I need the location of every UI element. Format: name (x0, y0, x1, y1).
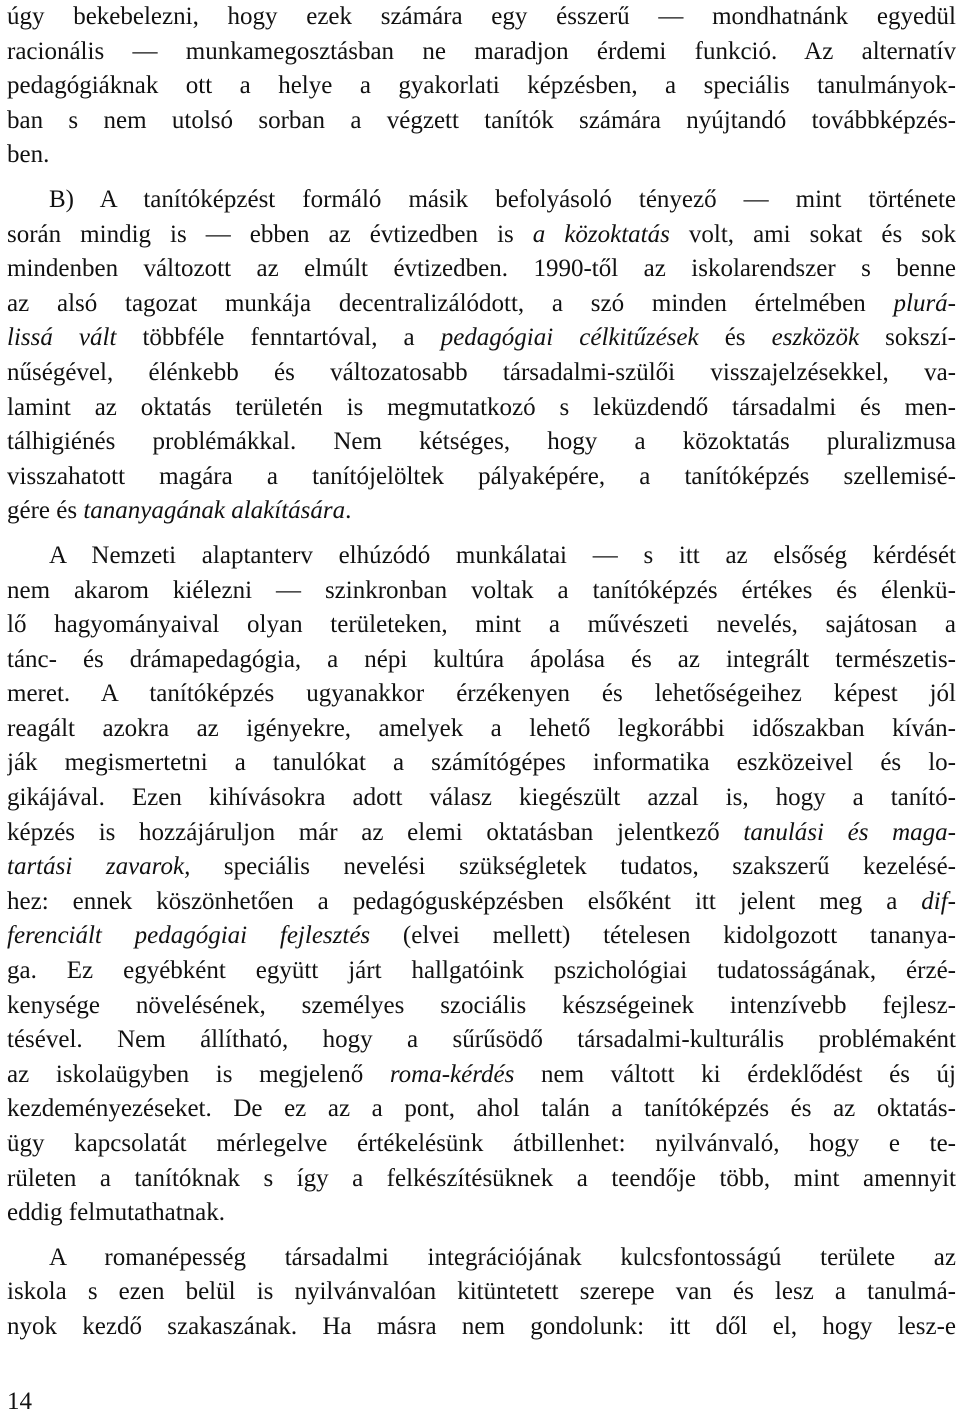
emphasis: dif- (921, 887, 956, 915)
text-line: kenysége növelésének, személyes szociális készségeinek intenzívebb fejlesz- (7, 991, 956, 1019)
page-number: 14 (7, 1388, 32, 1415)
text-line: tánc- és drámapedagógia, a népi kultúra ápolása és az integrált természetis- (7, 645, 956, 673)
text-line: visszahatott magára a tanítójelöltek pályaképére, a tanítóképzés szellemisé- (7, 462, 956, 490)
text-line: ben. (7, 141, 50, 169)
text-line: ferenciált pedagógiai fejlesztés (elvei mellett) tételesen kidolgozott tananya- (7, 922, 956, 950)
text-line: lő hagyományaival olyan területeken, mint a művészeti nevelés, sajátosan a (7, 611, 956, 639)
text-line: ügy kapcsolatát mérlegelve értékelésünk átbillenhet: nyilvánvaló, hogy e te- (7, 1130, 956, 1157)
paragraph (7, 539, 956, 1231)
paragraph (7, 0, 956, 173)
text-line: eddig felmutathatnak. (7, 1199, 225, 1227)
text-line: mindenben változott az elmúlt évtizedben. 1990-től az iskolarendszer s benne (7, 255, 956, 283)
text-line: pedagógiáknak ott a helye a gyakorlati képzésben, a speciális tanulmányok- (7, 72, 956, 100)
text-line: az alsó tagozat munkája decentralizálódott, a szó minden értelmében plurá- (7, 289, 956, 317)
text-line: racionális — munkamegosztásban ne maradjon érdemi funkció. Az alternatív (7, 37, 956, 65)
text-line: lamint az oktatás területén is megmutatkozó s leküzdendő társadalmi és men- (7, 393, 956, 421)
emphasis: tartási zavarok, (7, 853, 191, 881)
text-line: A Nemzeti alaptanterv elhúzódó munkálatai — s itt az elsőség kérdését (49, 541, 956, 569)
text-line: kezdeményezéseket. De ez az a pont, ahol talán a tanítóképzés és az oktatás- (7, 1095, 956, 1123)
text-line: nem akarom kiélezni — szinkronban voltak a tanítóképzés értékes és élenkü- (7, 576, 956, 604)
emphasis: tananyagának alakítására (83, 497, 346, 525)
text-line: reagált azokra az igényekre, amelyek a lehető legkorábbi időszakban kíván- (7, 714, 956, 742)
text-line: során mindig is — ebben az évtizedben is a közoktatás volt, ami sokat és sok (7, 220, 956, 248)
text-line: nyok kezdő szakaszának. Ha másra nem gondolunk: itt dől el, hogy lesz-e (7, 1312, 956, 1340)
emphasis: a közoktatás (532, 220, 670, 248)
text-line: lissá vált többféle fenntartóval, a pedagógiai célkitűzések és eszközök sokszí- (7, 324, 956, 352)
emphasis: ferenciált pedagógiai fejlesztés (7, 922, 371, 950)
text-line: meret. A tanítóképzés ugyanakkor érzékenyen és lehetőségeihez képest jól (7, 680, 956, 708)
text-line: úgy bekebelezni, hogy ezek számára egy ésszerű — mondhatnánk egyedül (7, 3, 956, 30)
emphasis: roma-kérdés (389, 1060, 515, 1088)
text-line: A romanépesség társadalmi integrációjának kulcsfontosságú területe az (49, 1243, 956, 1271)
emphasis: plurá- (893, 289, 956, 317)
paragraph (7, 1241, 956, 1345)
text-line: B) A tanítóképzést formáló másik befolyásoló tényező — mint története (49, 185, 956, 213)
text-line: hez: ennek köszönhetően a pedagógusképzésben elsőként itt jelent meg a dif- (7, 887, 956, 915)
text-line: ják megismertetni a tanulókat a számítógépes informatika eszközeivel és lo- (7, 749, 956, 777)
text-line: rületen a tanítóknak s így a felkészítésüknek a teendője több, mint amennyit (7, 1164, 956, 1192)
text-line: gére és tananyagának alakítására. (7, 497, 352, 525)
emphasis: lissá vált (7, 324, 117, 352)
text-line: iskola s ezen belül is nyilvánvalóan kitüntetett szerepe van és lesz a tanulmá- (7, 1278, 956, 1306)
text-line: ban s nem utolsó sorban a végzett tanítók számára nyújtandó továbbképzés- (7, 106, 956, 134)
emphasis: eszközök (771, 324, 860, 352)
text-line: ga. Ez egyébként együtt járt hallgatóink pszichológiai tudatosságának, érzé- (7, 957, 956, 985)
text-line: nűségével, élénkebb és változatosabb társadalmi-szülői visszajelzésekkel, va- (7, 358, 956, 386)
emphasis: tanulási és maga- (743, 818, 956, 846)
text-line: képzés is hozzájáruljon már az elemi oktatásban jelentkező tanulási és maga- (7, 818, 956, 846)
text-line: gikájával. Ezen kihívásokra adott válasz kiegészült azzal is, hogy a tanító- (7, 784, 956, 812)
text-line: tartási zavarok, speciális nevelési szükségletek tudatos, szakszerű kezelésé- (7, 853, 956, 881)
text-line: az iskolaügyben is megjelenő roma-kérdés nem váltott ki érdeklődést és új (7, 1060, 956, 1088)
document-page (7, 0, 956, 1345)
paragraph (7, 183, 956, 529)
emphasis: pedagógiai célkitűzések (440, 324, 699, 352)
text-line: tésével. Nem állítható, hogy a sűrűsödő társadalmi-kulturális problémaként (7, 1026, 956, 1054)
text-line: tálhigiénés problémákkal. Nem kétséges, hogy a közoktatás pluralizmusa (7, 428, 956, 456)
